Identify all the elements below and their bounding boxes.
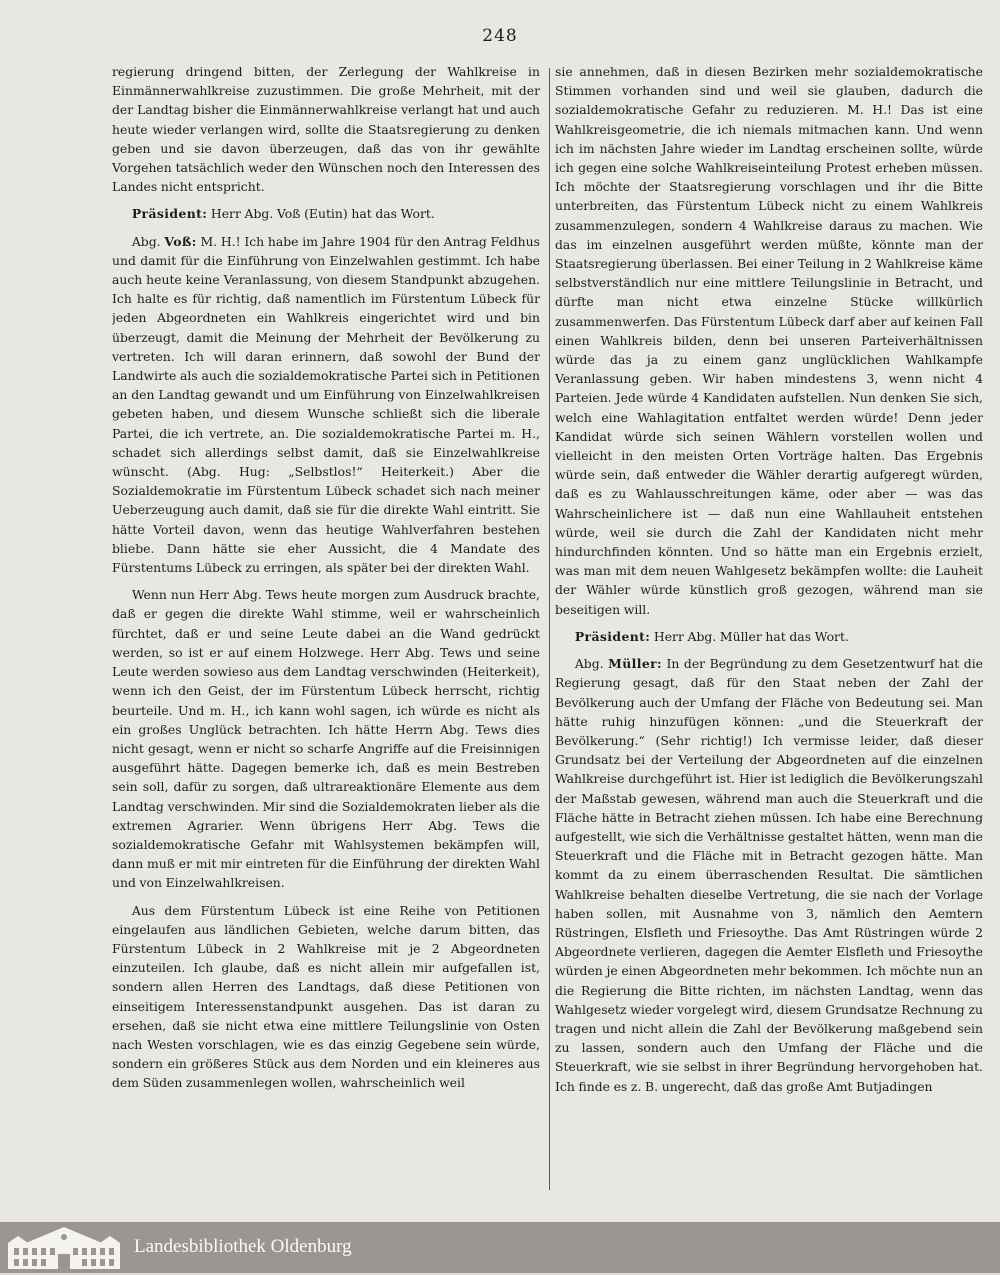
speaker-prefix: Abg. xyxy=(574,656,604,672)
left-text-column xyxy=(112,62,540,1212)
paragraph-text: sie annehmen, daß in diesen Bezirken mehr sozialdemokratische Stimmen vorhanden sind und weil sie glauben, dadurch die sozialdemokratische Gefahr zu reduzieren. M. H.! Das ist eine Wahlkreisgeometrie, die ich niemals mitmachen kann. Und wenn ich im nächsten Jahre wieder im Landtag erscheinen sollte, würde ich gegen eine solche Wahlkreiseinteilung Protest erheben müssen. Ich möchte der Staatsregierung vorschlagen und ihr die Bitte unterbreiten, das Fürstentum Lübeck nicht zu einem Wahlkreis zusammenzulegen, sondern 4 Wahlkreise daraus zu machen. Wie das im einzelnen ausgeführt werden müßte, könnte man der Staatsregierung überlassen. Bei einer Teilung in 2 Wahlkreise käme selbstverständlich nur eine mittlere Teilungslinie in Betracht, und dürfte man nicht etwa einzelne Stücke willkürlich zusammenwerfen. Das Fürstentum Lübeck darf aber auf keinen Fall einen Wahlkreis bilden, denn bei unseren Parteiverhältnissen würde das ja zu einem ganz unglücklichen Wahlkampfe Veranlassung geben. Wir haben mindestens 3, wenn nicht 4 Parteien. Jede würde 4 Kandidaten aufstellen. Nun denken Sie sich, welch eine Wahlagitation entfaltet werden würde! Denn jeder Kandidat würde sich seinen Wählern vorstellen wollen und vielleicht in den meisten Orten Vorträge halten. Das Ergebnis würde sein, daß entweder die Wähler derartig aufgeregt würden, daß es zu Wahlausschreitungen käme, oder aber — was das Wahrscheinlichere ist — daß nun eine Wahllauheit entstehen würde, weil sie durch die Zahl der Kandidaten nicht mehr hindurchfinden könnten. Und so hätte man ein Ergebnis erzielt, was man mit dem neuen Wahlgesetz bekämpfen wollte: die Lauheit der Wähler würde künstlich groß gezogen, während man sie beseitigen will. xyxy=(555,64,983,617)
paragraph-text: M. H.! Ich habe im Jahre 1904 für den Antrag Feldhus und damit für die Einführung von Einzelwahlen gestimmt. Ich habe auch heute keine Veranlassung, von diesem Standpunkt abzugehen. Ich halte es für richtig, daß namentlich im Fürstentum Lübeck für jeden Abgeordneten ein Wahlkreis eingerichtet wird und bin überzeugt, damit die Meinung der Mehrheit der Bevölkerung zu vertreten. Ich will daran erinnern, daß sowohl der Bund der Landwirte als auch die sozialdemokratische Partei sich in Petitionen an den Landtag gewandt und um Einführung von Einzelwahlkreisen gebeten haben, und diesem Wunsche schließt sich die liberale Partei, die ich vertrete, an. Die sozialdemokratische Partei m. H., schadet sich allerdings selbst damit, daß sie Einzelwahlkreise wünscht. (Abg. Hug: „Selbstlos!“ Heiterkeit.) Aber die Sozialdemokratie im Fürstentum Lübeck schadet sich nach meiner Ueberzeugung auch damit, daß sie für die direkte Wahl eintritt. Sie hätte Vorteil davon, wenn das heutige Wahlverfahren bestehen bliebe. Dann hätte sie eher Aussicht, die 4 Mandate des Fürstentums Lübeck zu erringen, als später bei der direkten Wahl. xyxy=(112,233,540,576)
text-paragraph xyxy=(112,62,540,196)
speaker-paragraph xyxy=(555,654,983,1096)
paragraph-text: In der Begründung zu dem Gesetzentwurf hat die Regierung gesagt, daß für den Staat neben der Zahl der Bevölkerung auch der Umfang der Fläche von Bedeutung sei. Man hätte ruhig hinzufügen können: „und die Steuerkraft der Bevölkerung.“ (Sehr richtig!) Ich vermisse leider, daß dieser Grundsatz bei der Verteilung der Abgeordneten auf die einzelnen Wahlkreise durchgeführt ist. Hier ist lediglich die Bevölkerungszahl der Maßstab gewesen, während man auch die Steuerkraft und die Fläche hätte in Betracht ziehen müssen. Ich habe eine Berechnung aufgestellt, wie sich die Verhältnisse gestaltet hätten, wenn man die Steuerkraft und die Fläche mit in Betracht gezogen hätte. Man kommt da zu einem überraschenden Resultat. Die sämtlichen Wahlkreise behalten dieselbe Vertretung, die sie nach der Vorlage haben sollen, mit Ausnahme von 3, nämlich den Aemtern Rüstringen, Elsfleth und Friesoythe. Das Amt Rüstringen würde 2 Abgeordnete verlieren, dagegen die Aemter Elsfleth und Friesoythe würden je einen Abgeordneten mehr bekommen. Ich möchte nun an die Regierung die Bitte richten, im nächsten Landtag, wenn das Wahlgesetz wieder vorgelegt wird, diesem Grundsatze Rechnung zu tragen und nicht allein die Zahl der Bevölkerung maßgebend sein zu lassen, sondern auch den Umfang der Fläche und die Steuerkraft, wie sie selbst in ihrer Begründung hervorgehoben hat. Ich finde es z. B. ungerecht, daß das große Amt Butjadingen xyxy=(555,656,983,1094)
paragraph-text: Aus dem Fürstentum Lübeck ist eine Reihe von Petitionen eingelaufen aus ländlichen Gebieten, welche darum bitten, das Fürstentum Lübeck in 2 Wahlkreise mit je 2 Abgeordneten einzuteilen. Ich glaube, daß es nicht allein mir aufgefallen ist, sondern allen Herren des Landtags, daß diese Petitionen von einseitigem Interessenstandpunkt ausgehen. Das ist daran zu ersehen, daß sie nicht etwa eine mittlere Teilungslinie von Osten nach Westen vorschlagen, wie es das einzig Gegebene sein würde, sondern ein größeres Stück aus dem Norden und ein kleineres aus dem Süden zusammenlegen wollen, wahrscheinlich weil xyxy=(112,902,540,1091)
paragraph-text: regierung dringend bitten, der Zerlegung der Wahlkreise in Einmännerwahlkreise zuzustimmen. Die große Mehrheit, mit der der Landtag bisher die Einmännerwahlkreise verlangt hat und auch heute wieder verlangen wird, sollte die Staatsregierung zu denken geben und sie davon überzeugen, daß das von ihr gewählte Vorgehen tatsächlich weder den Wünschen noch den Interessen des Landes nicht entspricht. xyxy=(112,64,540,195)
speaker-name: Voß: xyxy=(164,233,197,249)
speaker-name: Präsident: xyxy=(131,206,208,222)
speaker-paragraph xyxy=(112,232,540,578)
paragraph-text: Wenn nun Herr Abg. Tews heute morgen zum Ausdruck brachte, daß er gegen die direkte Wahl stimme, weil er wahrscheinlich fürchtet, daß er und seine Leute dabei an die Wand gedrückt werden, so ist er auf einem Holzwege. Herr Abg. Tews und seine Leute werden sowieso aus dem Landtag verschwinden (Heiterkeit), wenn ich den Geist, der im Fürstentum Lübeck herrscht, richtig beurteile. Und m. H., ich kann wohl sagen, ich würde es nicht als ein großes Unglück betrachten. Ich hätte Herrn Abg. Tews dies nicht gesagt, wenn er nicht so scharfe Angriffe auf die Freisinnigen ausgeführt hätte. Dagegen bemerke ich, daß es mein Bestreben sein soll, dafür zu sorgen, daß ultrareaktionäre Elemente aus dem Landtag verschwinden. Mir sind die Sozialdemokraten lieber als die extremen Agrarier. Wenn übrigens Herr Abg. Tews die sozialdemokratische Gefahr mit Wahlsystemen bekämpfen will, dann muß er mit mir eintreten für die Einführung der direkten Wahl und von Einzelwahlkreisen. xyxy=(112,587,540,891)
paragraph-text: Herr Abg. Müller hat das Wort. xyxy=(653,628,849,644)
library-footer-bar xyxy=(0,1222,1000,1273)
column-divider xyxy=(549,68,550,1190)
right-text-column xyxy=(555,62,983,1212)
speaker-paragraph xyxy=(112,204,540,223)
text-paragraph xyxy=(555,62,983,619)
text-paragraph xyxy=(112,585,540,892)
speaker-name: Müller: xyxy=(608,656,663,672)
paragraph-text: Herr Abg. Voß (Eutin) hat das Wort. xyxy=(210,206,435,222)
library-building-icon xyxy=(2,1224,126,1275)
library-name: Landesbibliothek Oldenburg xyxy=(134,1236,352,1257)
text-paragraph xyxy=(112,901,540,1093)
speaker-prefix: Abg. xyxy=(131,233,161,249)
speaker-paragraph xyxy=(555,627,983,646)
page-number: 248 xyxy=(482,26,518,46)
speaker-name: Präsident: xyxy=(574,628,651,644)
